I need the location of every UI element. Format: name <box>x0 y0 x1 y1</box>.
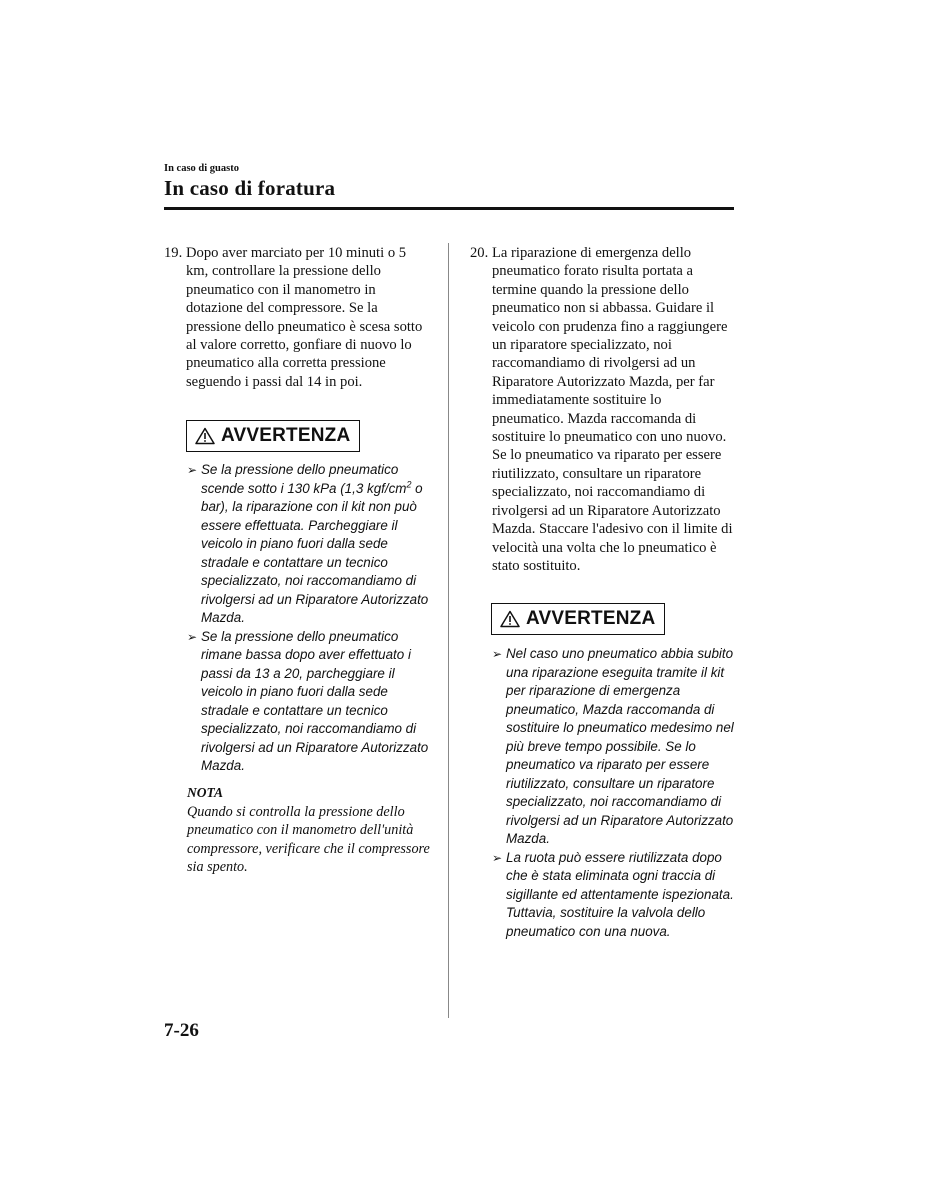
superscript: 2 <box>406 479 412 490</box>
warning-item-text: La ruota può essere riutilizzata dopo che è stata eliminata ogni traccia di sigillante ed attentamente ispezionata. Tuttavia, sostituire la valvola dello pneumatico con una nuova. <box>506 849 734 939</box>
arrowhead-bullet-icon: ➢ <box>492 647 503 661</box>
step-text: Dopo aver marciato per 10 minuti o 5 km, controllare la pressione dello pneumatico con il manometro in dotazione del compressore. Se la pressione dello pneumatico è scesa sotto al valore corretto, gonfiare di nuovo lo pneumatico alla corretta pressione seguendo i passi dal 14 in poi. <box>186 245 423 390</box>
step-number: 20. <box>470 245 489 261</box>
warning-item <box>187 461 432 628</box>
warning-label: AVVERTENZA <box>526 608 656 629</box>
note-title: NOTA <box>187 785 224 800</box>
warning-item <box>492 849 737 942</box>
step-20 <box>470 244 736 575</box>
arrowhead-bullet-icon: ➢ <box>187 629 198 644</box>
warning-list <box>187 461 432 776</box>
step-19 <box>164 244 426 391</box>
warning-item-text: Se la pressione dello pneumatico rimane bassa dopo aver effettuato i passi da 13 a 20, parcheggiare il veicolo in piano fuori dalla sede stradale e contattare un tecnico specializzato, noi raccomandiamo di rivolgersi ad un Riparatore Autorizzato Mazda. <box>201 628 429 773</box>
warning-item-text: Se la pressione dello pneumatico scende sotto i 130 kPa (1,3 kgf/cm <box>201 462 407 496</box>
page-number: 7-26 <box>164 1020 199 1041</box>
warning-box <box>186 420 360 452</box>
warning-triangle-icon <box>500 610 520 628</box>
page-title: In caso di foratura <box>164 176 336 200</box>
warning-list <box>492 645 737 941</box>
warning-item <box>187 628 432 776</box>
warning-triangle-icon <box>195 427 215 445</box>
warning-item-text: Nel caso uno pneumatico abbia subito una riparazione eseguita tramite il kit per riparazione di emergenza pneumatico, Mazda raccomanda di sostituire lo pneumatico medesimo nel più breve tempo possibile. Se lo pneumatico va riparato per essere riutilizzato, consultare un riparatore specializzato, noi raccomandiamo di rivolgersi ad un Riparatore Autorizzato Mazda. <box>506 646 734 846</box>
column-divider <box>448 243 449 1018</box>
step-number: 19. <box>164 245 183 261</box>
title-rule <box>164 207 734 210</box>
step-text: La riparazione di emergenza dello pneumatico forato risulta portata a termine quando la pressione dello pneumatico non si abbassa. Guidare il veicolo con prudenza fino a raggiungere un riparatore specializzato, noi raccomandiamo di rivolgersi ad un Riparatore Autorizzato Mazda, per far immediatamente sostituire lo pneumatico. Mazda raccomanda di sostituire lo pneumatico con uno nuovo. Se lo pneumatico va riparato per essere riutilizzato, consultare un riparatore specializzato, noi raccomandiamo di rivolgersi ad un Riparatore Autorizzato Mazda. Staccare l'adesivo con il limite di velocità una volta che lo pneumatico è stato sostituito. <box>492 245 733 574</box>
note-text: Quando si controlla la pressione dello pneumatico con il manometro dell'unità compressore, verificare che il compressore sia spento. <box>187 803 430 876</box>
section-label: In caso di guasto <box>164 163 239 174</box>
warning-label: AVVERTENZA <box>221 425 351 446</box>
warning-box <box>491 603 665 635</box>
warning-item-text-cont: o bar), la riparazione con il kit non può essere effettuata. Parcheggiare il veicolo in piano fuori dalla sede stradale e contattare un tecnico specializzato, noi raccomandiamo di rivolgersi ad un Riparatore Autorizzato Mazda. <box>201 480 429 625</box>
warning-item <box>492 645 737 849</box>
arrowhead-bullet-icon: ➢ <box>492 850 503 865</box>
note <box>187 784 437 877</box>
arrowhead-bullet-icon: ➢ <box>187 463 198 477</box>
